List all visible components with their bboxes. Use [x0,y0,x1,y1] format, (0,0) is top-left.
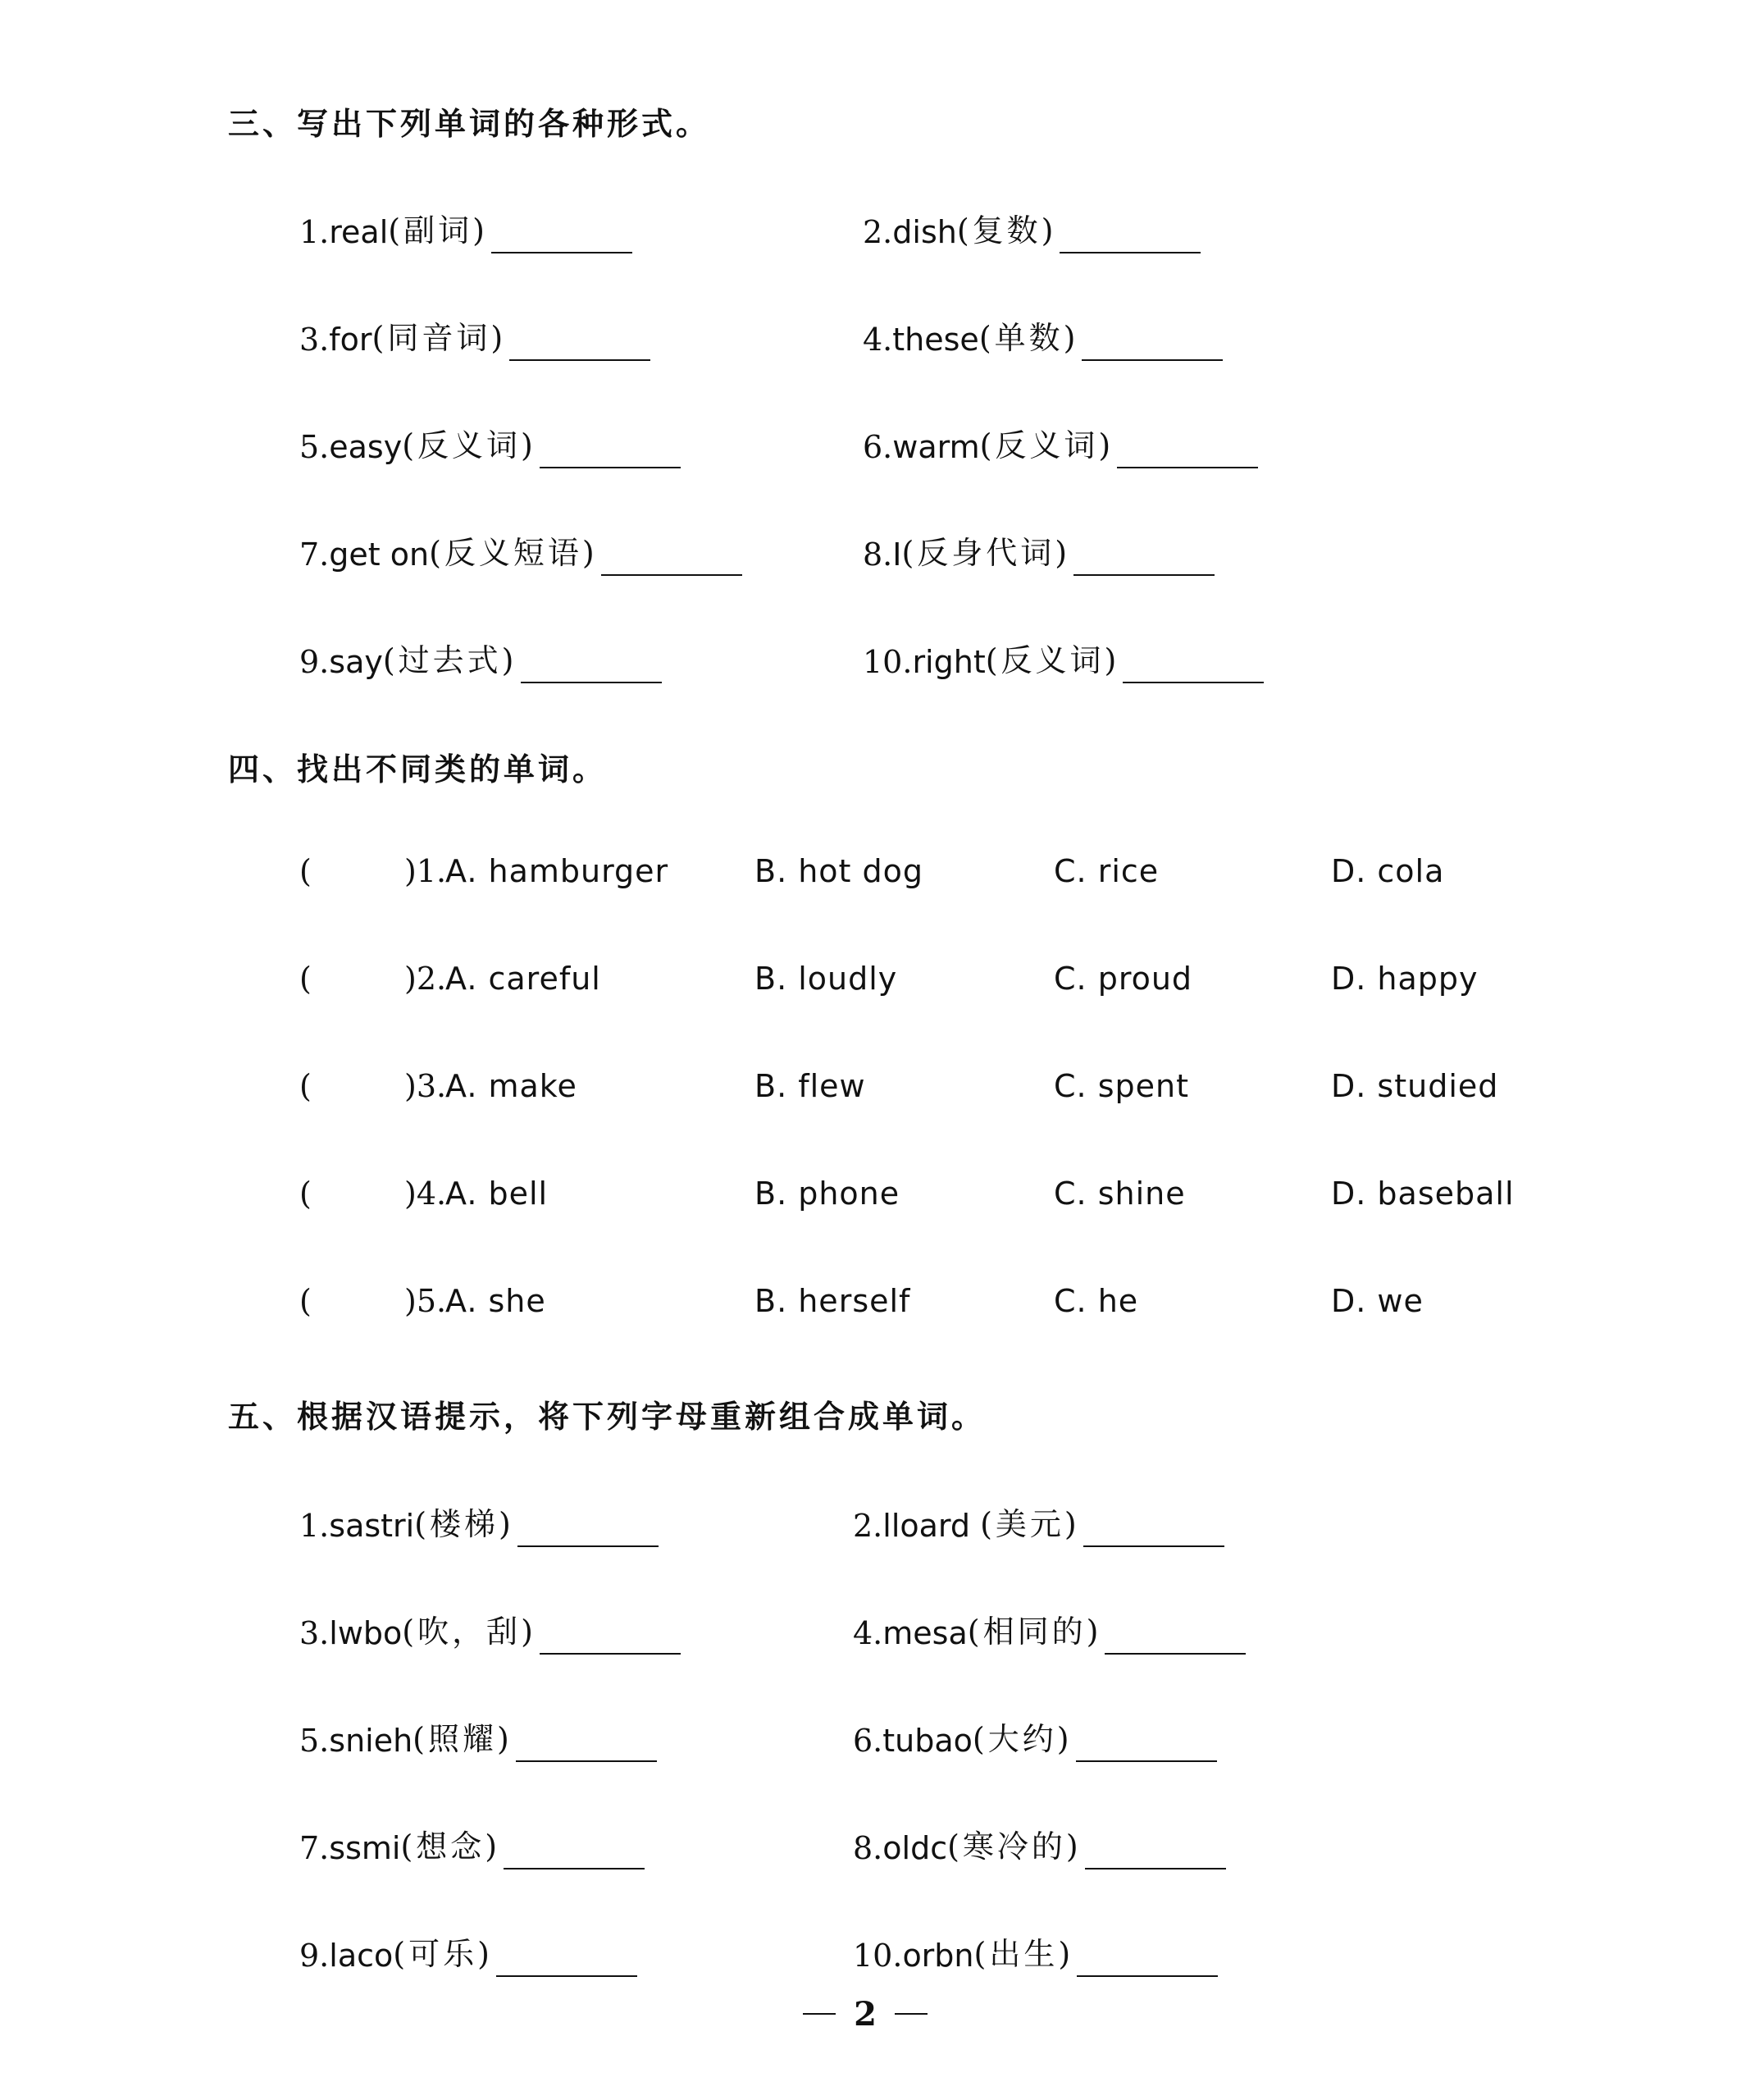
item-hint: (吹，刮) [402,1614,536,1650]
option-b: B. hot dog [754,853,924,889]
item-word: orbn [902,1938,974,1974]
item-number: 5. [299,429,330,465]
s3-item-5 [299,420,681,465]
option-b: B. flew [754,1068,866,1104]
section-5-heading: 五、根据汉语提示，将下列字母重新组合成单词。 [228,1399,987,1435]
section-3-heading: 三、写出下列单词的各种形式。 [228,106,711,142]
section-4-heading: 四、找出不同类的单词。 [228,751,608,788]
item-number: 4. [863,322,893,358]
s3-item-3 [299,313,650,358]
item-word: I [892,536,902,573]
item-number: 9. [299,644,330,680]
page-footer [791,1989,939,2038]
item-hint: (想念) [400,1828,501,1865]
item-word: get on [329,536,430,573]
answer-blank[interactable] [1117,436,1258,468]
answer-paren[interactable]: ( [299,853,312,889]
item-number: 5. [299,1723,330,1759]
option-b: B. loudly [754,961,898,997]
item-hint: (大约) [972,1721,1073,1757]
item-word: snieh [329,1723,413,1759]
item-number: 3. [299,1615,330,1651]
answer-paren[interactable]: ( [299,1176,312,1212]
s3-item-7 [299,527,742,573]
option-a: A. careful [445,961,601,997]
item-word: these [892,322,979,358]
item-hint: (楼梯) [414,1506,514,1542]
item-number: 2. [853,1508,883,1544]
item-hint: (过去式) [382,642,517,678]
item-number: 2. [863,214,893,250]
s5-item-2 [853,1499,1224,1544]
item-hint: (反义短语) [429,535,598,571]
item-number: 1. [299,1508,330,1544]
item-hint: (可乐) [393,1936,493,1972]
option-d: D. baseball [1331,1176,1515,1212]
item-word: warm [892,429,980,465]
s3-item-6 [863,420,1258,465]
item-word: lwbo [329,1615,403,1651]
item-word: dish [892,214,957,250]
item-number: 7. [299,1830,330,1866]
item-number: 10. [863,644,913,680]
s3-item-8 [863,527,1215,573]
item-number: 9. [299,1938,330,1974]
answer-paren[interactable]: ( [299,1283,312,1319]
item-hint: (照耀) [413,1721,513,1757]
s5-item-4 [853,1606,1246,1651]
answer-blank[interactable] [1083,1514,1224,1547]
option-c: C. rice [1054,853,1160,889]
s5-item-5 [299,1714,657,1759]
item-word: mesa [882,1615,968,1651]
answer-blank[interactable] [496,1944,637,1977]
answer-blank[interactable] [1060,221,1201,253]
item-hint: (反身代词) [901,535,1071,571]
answer-blank[interactable] [521,651,662,683]
item-number: 6. [863,429,893,465]
item-word: say [329,644,383,680]
mc-question-2 [299,961,1579,1002]
answer-blank[interactable] [516,1729,657,1762]
item-word: ssmi [329,1830,401,1866]
item-number: 1. [299,214,330,250]
option-c: C. spent [1054,1068,1189,1104]
s3-item-2 [863,205,1201,250]
option-a: A. make [445,1068,577,1104]
item-hint: (反义词) [979,427,1114,463]
footer-dash-right [895,2013,928,2015]
answer-blank[interactable] [509,328,650,361]
option-c: C. he [1054,1283,1139,1319]
answer-blank[interactable] [540,436,681,468]
question-number: )3. [404,1068,447,1104]
answer-blank[interactable] [1076,1729,1217,1762]
option-a: A. hamburger [445,853,669,889]
option-d: D. studied [1331,1068,1499,1104]
answer-paren[interactable]: ( [299,961,312,997]
page-number: 2 [854,1994,877,2034]
option-d: D. cola [1331,853,1445,889]
item-number: 3. [299,322,330,358]
item-hint: (副词) [388,212,488,249]
item-hint: (复数) [956,212,1057,249]
option-a: A. bell [445,1176,549,1212]
s5-item-7 [299,1821,645,1866]
s3-item-9 [299,635,662,680]
item-hint: (出生) [973,1936,1074,1972]
item-hint: (寒冷的) [947,1828,1082,1865]
item-number: 7. [299,536,330,573]
item-word: tubao [882,1723,973,1759]
answer-blank[interactable] [517,1514,659,1547]
answer-blank[interactable] [1077,1944,1218,1977]
item-word: laco [329,1938,394,1974]
question-number: )5. [404,1283,447,1319]
answer-blank[interactable] [1073,543,1215,576]
s3-item-1 [299,205,632,250]
item-hint: (单数) [978,320,1079,356]
option-c: C. shine [1054,1176,1186,1212]
question-number: )1. [404,853,447,889]
s3-item-4 [863,313,1223,358]
item-number: 6. [853,1723,883,1759]
option-b: B. herself [754,1283,911,1319]
item-hint: (反义词) [402,427,536,463]
item-number: 4. [853,1615,883,1651]
answer-blank[interactable] [491,221,632,253]
answer-blank[interactable] [1085,1837,1226,1869]
s5-item-6 [853,1714,1217,1759]
item-word: right [912,644,986,680]
item-hint: (美元) [980,1506,1080,1542]
answer-paren[interactable]: ( [299,1068,312,1104]
answer-blank[interactable] [1105,1622,1246,1655]
answer-blank[interactable] [504,1837,645,1869]
answer-blank[interactable] [540,1622,681,1655]
item-hint: (反义词) [985,642,1120,678]
mc-question-5 [299,1283,1579,1324]
answer-blank[interactable] [601,543,742,576]
option-d: D. we [1331,1283,1424,1319]
s5-item-1 [299,1499,659,1544]
item-number: 10. [853,1938,903,1974]
option-c: C. proud [1054,961,1193,997]
item-hint: (相同的) [967,1614,1102,1650]
item-word: oldc [882,1830,948,1866]
footer-dash-left [803,2013,836,2015]
item-hint: (同音词) [371,320,507,356]
item-word: real [329,214,389,250]
item-word: for [329,322,372,358]
item-word: sastri [329,1508,415,1544]
s5-item-9 [299,1929,637,1974]
s5-item-3 [299,1606,681,1651]
item-word: lloard [882,1508,981,1544]
mc-question-1 [299,853,1579,894]
item-number: 8. [853,1830,883,1866]
mc-question-4 [299,1176,1579,1217]
item-number: 8. [863,536,893,573]
option-a: A. she [445,1283,546,1319]
s5-item-8 [853,1821,1226,1866]
question-number: )4. [404,1176,447,1212]
mc-question-3 [299,1068,1579,1109]
s3-item-10 [863,635,1264,680]
answer-blank[interactable] [1082,328,1223,361]
s5-item-10 [853,1929,1218,1974]
question-number: )2. [404,961,447,997]
option-d: D. happy [1331,961,1479,997]
option-b: B. phone [754,1176,900,1212]
answer-blank[interactable] [1123,651,1264,683]
item-word: easy [329,429,403,465]
